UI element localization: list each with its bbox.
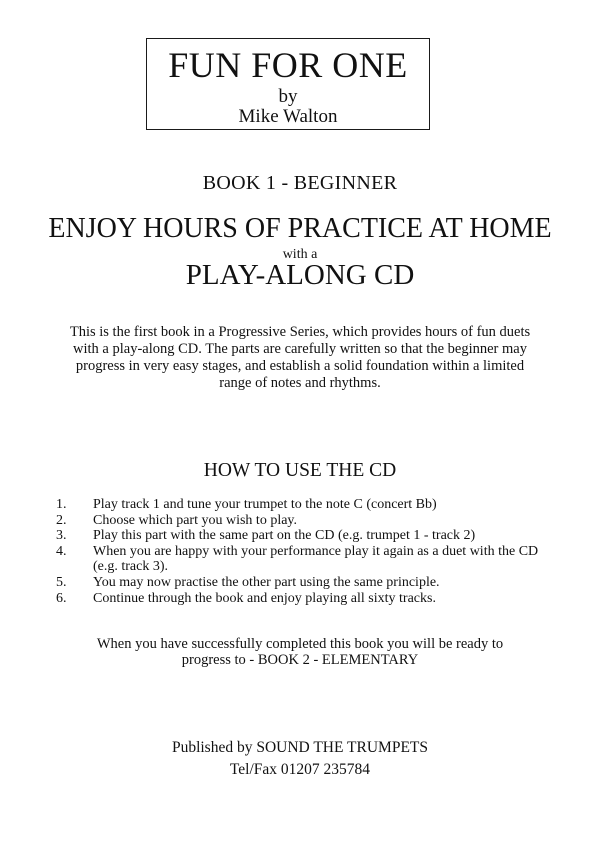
step-text: Play this part with the same part on the CD (e.g. trumpet 1 - track 2) xyxy=(93,528,476,544)
book-level: BOOK 1 - BEGINNER xyxy=(202,172,398,194)
publisher-line: Published by SOUND THE TRUMPETS xyxy=(171,739,429,756)
completion-line-2: progress to - BOOK 2 - ELEMENTARY xyxy=(181,652,419,668)
tagline-connector: with a xyxy=(282,247,318,262)
instruction-step xyxy=(56,497,556,513)
completion-line-1: When you have successfully completed this book you will be ready to xyxy=(96,636,504,652)
instruction-step xyxy=(56,544,556,575)
step-number: 5. xyxy=(56,574,67,590)
step-text: When you are happy with your performance play it again as a duet with the CD (e.g. track 3). xyxy=(93,543,539,575)
instruction-step xyxy=(56,513,556,529)
instruction-step xyxy=(56,575,556,591)
howto-heading: HOW TO USE THE CD xyxy=(203,460,397,481)
step-number: 1. xyxy=(56,497,67,512)
step-text: You may now practise the other part using the same principle. xyxy=(93,574,440,590)
instruction-step xyxy=(56,528,556,544)
step-text: Play track 1 and tune your trumpet to the note C (concert Bb) xyxy=(93,497,437,512)
title-box xyxy=(146,38,430,130)
book-title: FUN FOR ONE xyxy=(168,45,408,85)
tagline: ENJOY HOURS OF PRACTICE AT HOME xyxy=(48,213,552,244)
intro-paragraph: This is the first book in a Progressive Series, which provides hours of fun duets with a play-along CD. The parts are carefully written so that the beginner may progress in very easy stages, and establish a solid foundation within a limited range of notes and rhythms. xyxy=(69,324,531,391)
product-name: PLAY-ALONG CD xyxy=(185,259,415,291)
completion-note xyxy=(60,636,540,668)
step-text: Choose which part you wish to play. xyxy=(93,512,298,528)
step-text: Continue through the book and enjoy playing all sixty tracks. xyxy=(93,590,436,606)
contact-line: Tel/Fax 01207 235784 xyxy=(229,761,371,778)
byline-by: by xyxy=(278,86,298,107)
step-number: 4. xyxy=(56,543,67,559)
instruction-list xyxy=(56,497,556,606)
step-number: 2. xyxy=(56,512,67,528)
instruction-step xyxy=(56,591,556,607)
author-name: Mike Walton xyxy=(238,106,338,127)
step-number: 6. xyxy=(56,590,67,606)
step-number: 3. xyxy=(56,528,67,544)
